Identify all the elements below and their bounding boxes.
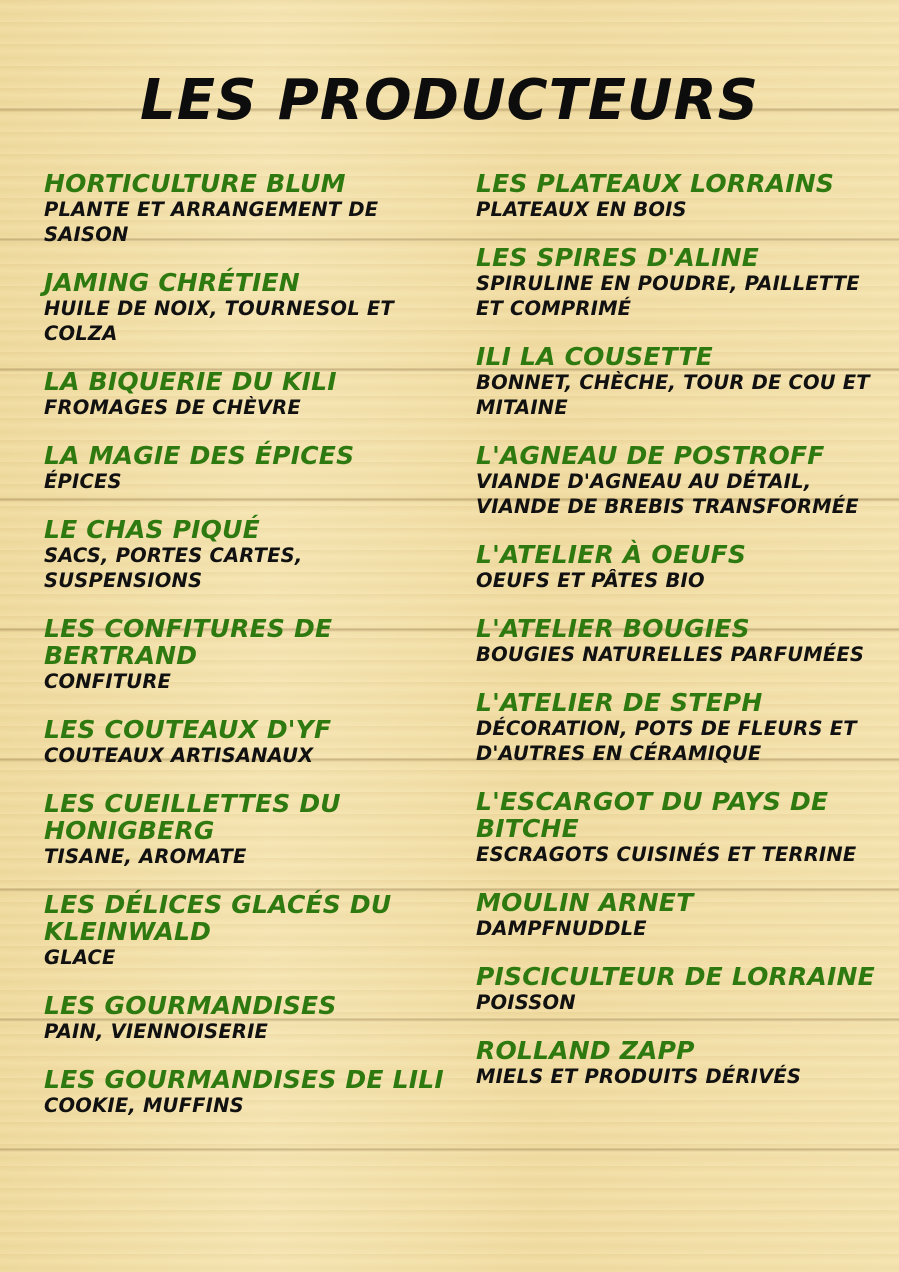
producer-name: LES DÉLICES GLACÉS DU KLEINWALD [44,890,392,946]
producer-description: TISANE, AROMATE [44,845,247,868]
producer-description: FROMAGES DE CHÈVRE [44,396,301,419]
producer-entry [476,889,886,941]
producer-name: L'ATELIER À OEUFS [476,540,747,569]
producer-entry [476,788,886,867]
producer-name: LES CUEILLETTES DU HONIGBERG [44,789,341,845]
producer-name: LA MAGIE DES ÉPICES [44,441,355,470]
producer-name: LES GOURMANDISES [44,991,337,1020]
producer-entry [476,615,886,667]
producer-description: HUILE DE NOIX, TOURNESOL ET COLZA [44,297,394,345]
producer-name: L'ATELIER BOUGIES [476,614,750,643]
producer-description: ESCRAGOTS CUISINÉS ET TERRINE [476,843,857,866]
page-title: LES PRODUCTEURS [140,68,759,133]
producer-description: OEUFS ET PÂTES BIO [476,569,705,592]
producer-description: PLATEAUX EN BOIS [476,198,687,221]
producer-description: COOKIE, MUFFINS [44,1094,244,1117]
producer-name: PISCICULTEUR DE LORRAINE [476,962,875,991]
producer-description: SPIRULINE EN POUDRE, PAILLETTE ET COMPRIMÉ [476,272,860,320]
producer-description: DÉCORATION, POTS DE FLEURS ET D'AUTRES EN CÉRAMIQUE [476,717,857,765]
producer-entry [476,541,886,593]
producer-description: POISSON [476,991,576,1014]
producer-name: HORTICULTURE BLUM [44,169,346,198]
producer-name: LE CHAS PIQUÉ [44,515,260,544]
producer-name: LES PLATEAUX LORRAINS [476,169,835,198]
producer-description: PAIN, VIENNOISERIE [44,1020,269,1043]
producer-entry [44,790,449,869]
producer-entry [44,615,449,694]
producer-name: LES GOURMANDISES DE LILI [44,1065,444,1094]
producer-description: BONNET, CHÈCHE, TOUR DE COU ET MITAINE [476,371,870,419]
producer-entry [44,891,449,970]
producer-description: BOUGIES NATURELLES PARFUMÉES [476,643,865,666]
producer-entry [476,689,886,766]
producer-name: L'AGNEAU DE POSTROFF [476,441,825,470]
producer-name: JAMING CHRÉTIEN [44,268,300,297]
producer-description: ÉPICES [44,470,122,493]
producer-description: GLACE [44,946,116,969]
producer-entry [44,992,449,1044]
producer-entry [44,716,449,768]
producer-description: SACS, PORTES CARTES, SUSPENSIONS [44,544,303,592]
producer-name: LES SPIRES D'ALINE [476,243,759,272]
producer-name: MOULIN ARNET [476,888,694,917]
producer-name: ROLLAND ZAPP [476,1036,695,1065]
producer-entry [476,1037,886,1089]
producer-entry [476,442,886,519]
producer-description: PLANTE ET ARRANGEMENT DE SAISON [44,198,379,246]
producer-description: COUTEAUX ARTISANAUX [44,744,314,767]
producer-entry [476,343,886,420]
producer-entry [44,1066,449,1118]
producer-entry [44,170,449,247]
producer-entry [476,963,886,1015]
producer-description: CONFITURE [44,670,172,693]
producer-name: LES COUTEAUX D'YF [44,715,332,744]
producer-entry [44,368,449,420]
producer-description: DAMPFNUDDLE [476,917,647,940]
producer-name: LA BIQUERIE DU KILI [44,367,337,396]
producer-name: L'ESCARGOT DU PAYS DE BITCHE [476,787,829,843]
producer-entry [44,442,449,494]
producers-column-left [44,170,449,1140]
producer-name: L'ATELIER DE STEPH [476,688,763,717]
producers-column-right [476,170,886,1111]
producer-description: MIELS ET PRODUITS DÉRIVÉS [476,1065,802,1088]
producer-description: VIANDE D'AGNEAU AU DÉTAIL, VIANDE DE BREBIS TRANSFORMÉE [476,470,859,518]
producer-entry [476,170,886,222]
producer-name: ILI LA COUSETTE [476,342,713,371]
producer-name: LES CONFITURES DE BERTRAND [44,614,333,670]
producer-entry [476,244,886,321]
producer-entry [44,516,449,593]
producer-entry [44,269,449,346]
